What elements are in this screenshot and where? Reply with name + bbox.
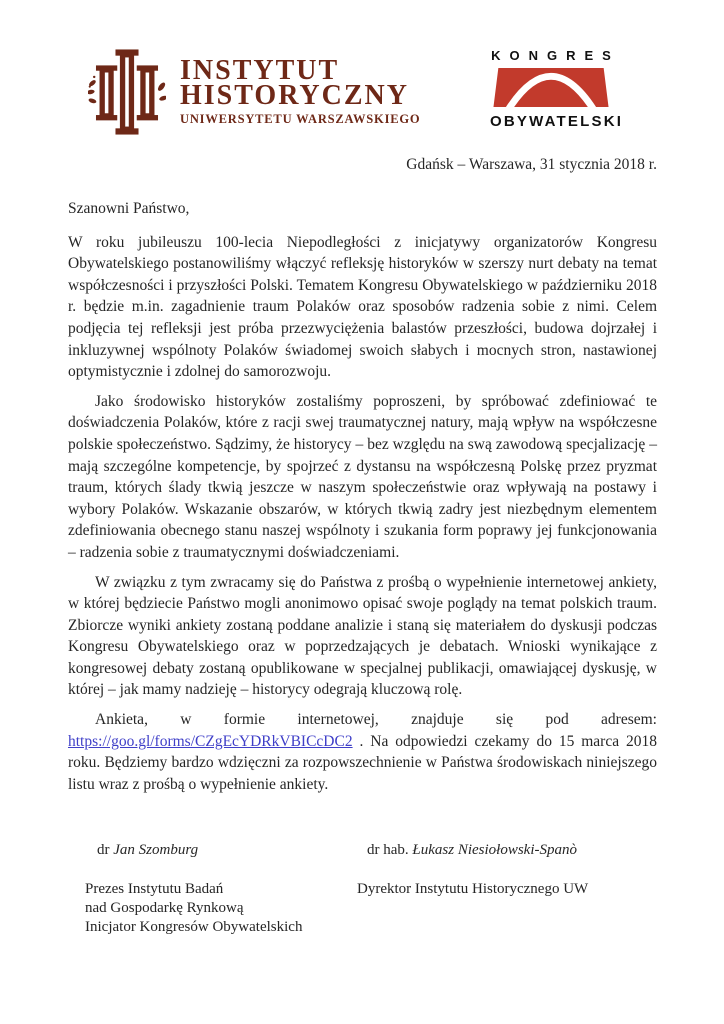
kongres-logo-top-text: KONGRES <box>491 48 620 63</box>
kongres-logo-bottom-text: OBYWATELSKI <box>490 113 624 130</box>
salutation: Szanowni Państwo, <box>68 200 190 217</box>
signature-left-name: Jan Szomburg <box>113 842 199 858</box>
institute-logo-text <box>180 54 421 127</box>
signature-left-title-line: Prezes Instytutu Badań <box>85 881 224 897</box>
kongres-arch-icon <box>492 68 610 107</box>
survey-text-after: . Na odpowiedzi czekamy do 15 marca 2018 roku. Będziemy bardzo wdzięczni za rozpowszechnienie w Państwa środowiskach niniejszego listu wraz z prośbą o wypełnienie ankiety. <box>68 732 657 793</box>
survey-form-link[interactable]: https://goo.gl/forms/CZgEcYDRkVBICcDC2 <box>68 732 353 750</box>
paragraph-1: W roku jubileuszu 100-lecia Niepodległości z inicjatywy organizatorów Kongresu Obywatelskiego postanowiliśmy włączyć refleksję historyków w szerszy nurt debaty na temat współczesności i przyszłości Polski. Tematem Kongresu Obywatelskiego w październiku 2018 r. będzie m.in. zagadnienie traum Polaków oraz sposobów radzenia sobie z nimi. Celem podjęcia tej refleksji jest próba przezwyciężenia balastów przeszłości, budowa dojrzałej i inkluzywnej wspólnoty Polaków świadomej swoich słabych i mocnych stron, nastawionej optymistycznie i zdolnej do samorozwoju. <box>68 233 657 381</box>
paragraph-4-survey <box>68 709 657 795</box>
institute-university-subtitle: UNIWERSYTETU WARSZAWSKIEGO <box>180 111 421 126</box>
signature-right-prefix: dr hab. <box>367 842 409 858</box>
letterhead <box>88 46 624 138</box>
signature-name-left <box>97 842 198 859</box>
paragraph-3: W związku z tym zwracamy się do Państwa z prośbą o wypełnienie internetowej ankiety, w której będziecie Państwo mogli anonimowo opisać swoje poglądy na temat polskich traum. Zbiorcze wyniki ankiety zostaną poddane analizie i staną się materiałem do dyskusji podczas Kongresu Obywatelskiego oraz w poprzedzających je debatach. Wnioski wynikające z kongresowej debaty zostaną opublikowane w specjalnej publikacji, omawiającej dyskusję, w której – jak mamy nadzieję – historycy odegrają kluczową rolę. <box>68 573 657 699</box>
signature-left-prefix: dr <box>97 842 110 858</box>
signature-right-title-line: Dyrektor Instytutu Historycznego UW <box>357 881 589 897</box>
kongres-logo <box>490 48 624 130</box>
paragraph-2: Jako środowisko historyków zostaliśmy poproszeni, by spróbować zdefiniować te doświadczenia Polaków, które z racji swej traumatycznej natury, mają wpływ na współczesne polskie społeczeństwo. Sądzimy, że historycy – bez względu na swą zawodową specjalizację – mają szczególne kompetencje, by spojrzeć z dystansu na współczesną Polskę przez pryzmat traum, których ślady tkwią jeszcze w naszym społeczeństwie oraz wpływają na postawy i wybory Polaków. Wskazanie obszarów, w których tkwią zadry jest niezbędnym elementem zdefiniowania obecnego stanu naszej wspólnoty i szukania form poprawy jej funkcjonowania – radzenia sobie z traumatycznymi doświadczeniami. <box>68 392 657 561</box>
institute-name-line2: HISTORYCZNY <box>180 79 409 111</box>
survey-text-before: Ankieta, w formie internetowej, znajduje się pod adresem: <box>95 711 657 729</box>
institute-name-line1: INSTYTUT <box>180 54 340 86</box>
signature-left-title-line: Inicjator Kongresów Obywatelskich <box>85 919 303 935</box>
letter-body <box>68 198 657 803</box>
institute-emblem-icon <box>88 46 166 138</box>
signature-titles-right <box>357 880 588 899</box>
dateline: Gdańsk – Warszawa, 31 stycznia 2018 r. <box>406 156 657 173</box>
signature-left-title-line: nad Gospodarkę Rynkową <box>85 900 244 916</box>
institute-logo <box>88 46 420 138</box>
signature-right-name: Łukasz Niesiołowski-Spanò <box>412 842 577 858</box>
signature-titles-left <box>85 880 302 937</box>
signature-name-right <box>367 842 577 859</box>
